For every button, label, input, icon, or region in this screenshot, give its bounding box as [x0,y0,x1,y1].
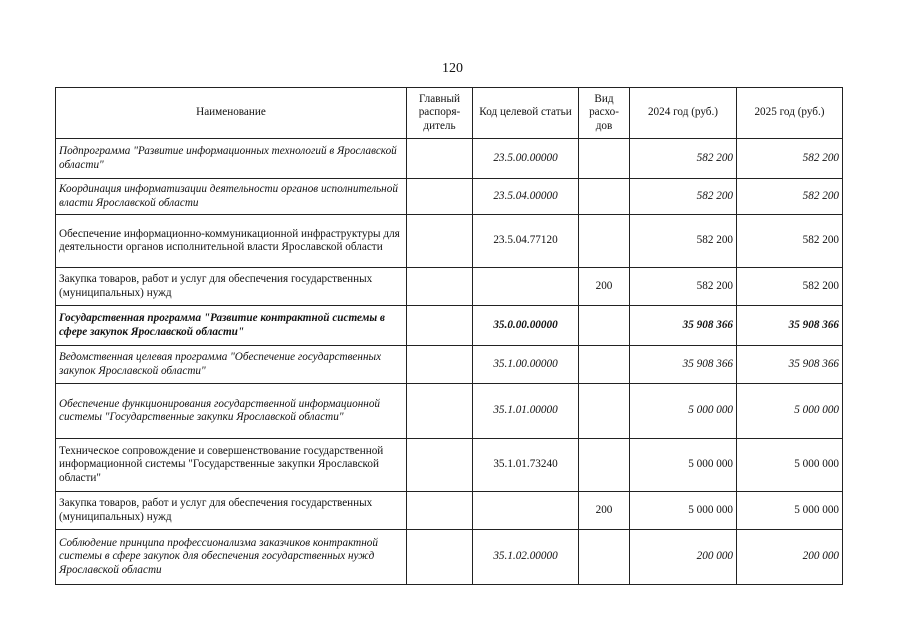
cell-2024: 582 200 [630,215,737,268]
cell-target-code: 35.1.00.00000 [473,346,579,384]
cell-target-code [473,492,579,530]
header-main-manager: Главный распоря-дитель [407,88,473,139]
cell-2024: 35 908 366 [630,346,737,384]
header-year-2025: 2025 год (руб.) [737,88,843,139]
table-row [56,268,843,306]
cell-target-code: 23.5.04.77120 [473,215,579,268]
cell-target-code: 23.5.00.00000 [473,139,579,179]
cell-2025: 582 200 [737,179,843,215]
table-row [56,215,843,268]
cell-name: Соблюдение принципа профессионализма заказчиков контрактной системы в сфере закупок для обеспечения государственных нужд Ярославской области [56,530,407,585]
cell-target-code: 35.0.00.00000 [473,306,579,346]
cell-main-manager [407,439,473,492]
cell-2025: 5 000 000 [737,439,843,492]
cell-target-code [473,268,579,306]
cell-name: Ведомственная целевая программа "Обеспечение государственных закупок Ярославской области" [56,346,407,384]
cell-2024: 200 000 [630,530,737,585]
cell-name: Обеспечение информационно-коммуникационной инфраструктуры для деятельности органов исполнительной власти Ярославской области [56,215,407,268]
cell-name: Техническое сопровождение и совершенствование государственной информационной системы "Государственные закупки Ярославской области" [56,439,407,492]
budget-table [55,87,843,585]
cell-2025: 35 908 366 [737,346,843,384]
cell-main-manager [407,139,473,179]
cell-main-manager [407,215,473,268]
cell-expense-type [579,384,630,439]
header-name: Наименование [56,88,407,139]
cell-2025: 582 200 [737,215,843,268]
cell-name: Обеспечение функционирования государственной информационной системы "Государственные закупки Ярославской области" [56,384,407,439]
table-row [56,492,843,530]
table-header-row [56,88,843,139]
header-target-code: Код целевой статьи [473,88,579,139]
cell-main-manager [407,384,473,439]
cell-expense-type [579,179,630,215]
table-row [56,439,843,492]
cell-target-code: 35.1.01.73240 [473,439,579,492]
cell-name: Государственная программа "Развитие контрактной системы в сфере закупок Ярославской области" [56,306,407,346]
cell-main-manager [407,492,473,530]
cell-2025: 582 200 [737,268,843,306]
table-row [56,530,843,585]
cell-main-manager [407,346,473,384]
cell-main-manager [407,268,473,306]
cell-expense-type [579,439,630,492]
cell-main-manager [407,179,473,215]
table-row [56,179,843,215]
cell-2025: 582 200 [737,139,843,179]
cell-2024: 5 000 000 [630,439,737,492]
cell-2025: 5 000 000 [737,492,843,530]
cell-target-code: 35.1.01.00000 [473,384,579,439]
cell-2024: 582 200 [630,179,737,215]
cell-expense-type [579,215,630,268]
cell-2025: 35 908 366 [737,306,843,346]
cell-name: Координация информатизации деятельности органов исполнительной власти Ярославской области [56,179,407,215]
table-row [56,139,843,179]
cell-target-code: 35.1.02.00000 [473,530,579,585]
page-number: 120 [442,61,463,76]
cell-2024: 582 200 [630,268,737,306]
header-year-2024: 2024 год (руб.) [630,88,737,139]
cell-main-manager [407,530,473,585]
cell-name: Закупка товаров, работ и услуг для обеспечения государственных (муниципальных) нужд [56,268,407,306]
cell-expense-type [579,306,630,346]
table-row [56,306,843,346]
header-expense-type: Вид расхо-дов [579,88,630,139]
cell-2024: 582 200 [630,139,737,179]
cell-main-manager [407,306,473,346]
cell-expense-type [579,139,630,179]
cell-target-code: 23.5.04.00000 [473,179,579,215]
cell-2025: 5 000 000 [737,384,843,439]
cell-2024: 5 000 000 [630,492,737,530]
cell-expense-type: 200 [579,268,630,306]
table-row [56,384,843,439]
cell-expense-type: 200 [579,492,630,530]
cell-name: Закупка товаров, работ и услуг для обеспечения государственных (муниципальных) нужд [56,492,407,530]
cell-expense-type [579,346,630,384]
cell-2024: 5 000 000 [630,384,737,439]
cell-2024: 35 908 366 [630,306,737,346]
cell-name: Подпрограмма "Развитие информационных технологий в Ярославской области" [56,139,407,179]
cell-expense-type [579,530,630,585]
cell-2025: 200 000 [737,530,843,585]
table-row [56,346,843,384]
